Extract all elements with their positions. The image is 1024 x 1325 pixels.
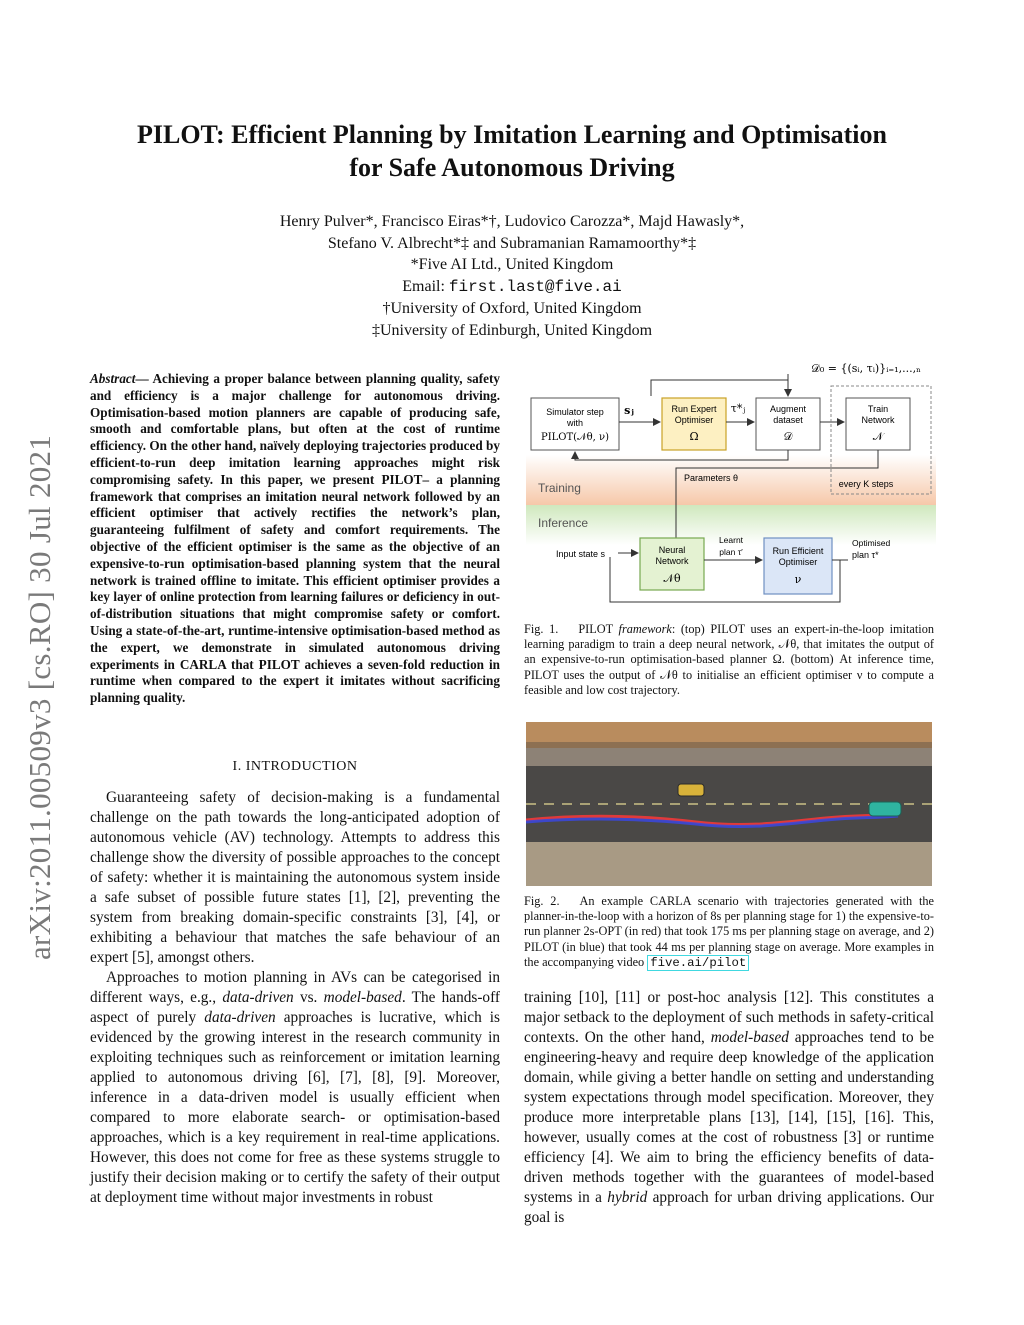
intro-right-paragraph — [524, 988, 934, 1228]
paper-title — [60, 118, 964, 184]
train-label-3: 𝒩 — [872, 430, 884, 443]
affiliation-edinburgh: ‡University of Edinburgh, United Kingdom — [371, 321, 653, 339]
nn-label-1: Neural — [658, 545, 686, 555]
figure-2-caption — [524, 894, 934, 971]
authors-line-1: Henry Pulver*, Francisco Eiras*†, Ludovico Carozza*, Majd Hawasly*, — [279, 213, 745, 230]
emphasis: model-based — [710, 1029, 789, 1046]
video-link[interactable]: five.ai/pilot — [647, 955, 749, 971]
title-line-2: for Safe Autonomous Driving — [349, 153, 675, 182]
expert-label-1: Run Expert — [671, 404, 717, 414]
intro-paragraph-2 — [90, 968, 500, 1208]
learnt-label-2: plan τ′ — [719, 547, 743, 557]
sj-label: sⱼ — [624, 404, 634, 417]
emphasis: data-driven — [222, 989, 294, 1006]
training-label: Training — [538, 481, 581, 495]
augment-label-1: Augment — [769, 404, 807, 414]
fig1-caption-a: PILOT — [578, 622, 619, 636]
text-run: vs. — [293, 989, 324, 1006]
text-run: approaches is lucrative, which is evidenced by the growing interest in the research community in exploiting techniques such as reinforcement or imitation learning applied to autonomous driving [6], [7], [8], [9]. Moreover, inference in a data-driven model is usually efficient when compared to more elaborate search- or optimisation-based approaches, which is a key requirement in real-time applications. However, this does not come for free as these systems struggle to justify their decision making or to certify the safety of their output at deployment time without major investments in robust — [90, 1009, 501, 1206]
affiliation-five-ai: *Five AI Ltd., United Kingdom — [410, 256, 614, 273]
affiliation-oxford: †University of Oxford, United Kingdom — [382, 300, 642, 317]
fig2-label: Fig. 2. — [524, 894, 560, 908]
input-state-label: Input state s — [556, 549, 606, 559]
figure-1-diagram — [526, 360, 936, 610]
train-label-2: Network — [861, 415, 895, 425]
abstract — [90, 371, 500, 707]
figure-2-carla-scene — [526, 722, 932, 886]
optimised-label-2: plan τ* — [852, 550, 879, 560]
sim-label-3: PILOT(𝒩θ, ν) — [540, 432, 610, 443]
dataset-label: 𝒟₀ = {(sᵢ, τᵢ)}ᵢ₌₁,...,ₙ — [811, 362, 921, 375]
email-label: Email: — [402, 277, 449, 295]
optimised-label-1: Optimised — [852, 538, 891, 548]
title-line-1: PILOT: Efficient Planning by Imitation Learning and Optimisation — [136, 120, 887, 149]
fig1-caption-em: framework — [618, 622, 672, 636]
fig2-caption-text: An example CARLA scenario with trajectories generated with the planner-in-the-loop with a horizon of 8s per planning stage for 1) the expensive-to-run planner 2s-OPT (in red) that took 175 ms per planning stage on average, and 2) PILOT (in blue) that took 44 ms per planning stage on average. More examples in the accompanying video — [524, 894, 934, 969]
nn-label-3: 𝒩θ — [663, 572, 681, 585]
building-arches — [526, 742, 932, 748]
figure-1-caption — [524, 622, 934, 698]
ego-car — [869, 802, 901, 816]
expert-label-3: Ω — [689, 430, 699, 443]
augment-label-3: 𝒟 — [783, 430, 793, 443]
abstract-lead: Abstract — [90, 371, 136, 386]
nn-label-2: Network — [655, 556, 689, 566]
sidewalk-top — [526, 748, 932, 766]
expert-label-2: Optimiser — [674, 415, 714, 425]
arch-base — [526, 742, 932, 748]
emphasis: model-based — [323, 989, 402, 1006]
sidewalk-bottom — [526, 842, 932, 886]
tau-star-j-label: τ*ⱼ — [730, 402, 746, 415]
parameters-label: Parameters θ — [683, 473, 739, 483]
arxiv-sidebar-id: arXiv:2011.00509v3 [cs.RO] 30 Jul 2021 — [22, 434, 57, 960]
abstract-text: — Achieving a proper balance between planning quality, safety and efficiency is a major challenge for autonomous driving. Optimisation-based motion planners are capable of producing safe, smooth and comfortable plans, but often at the cost of runtime efficiency. On the other hand, naïvely deploying trajectories produced by efficient-to-run deep imitation learning approaches might risk compromising safety. In this paper, we present PILOT– a planning framework that comprises an imitation neural network followed by an efficient optimiser that actively rectifies the network’s plan, guaranteeing fulfilment of safety and comfort requirements. The objective of the efficient optimiser is the same as the objective of an expensive-to-run optimisation-based planning system that the neural network is trained offline to imitate. This efficient optimiser provides a key layer of online protection from learning failures or deficiency in out-of-distribution situations that might compromise safety or comfort. Using a state-of-the-art, runtime-intensive optimisation-based method as the expert, we demonstrate in simulated autonomous driving experiments in CARLA that PILOT achieves a seven-fold reduction in runtime when compared to the expert it imitates without sacrificing planning quality. — [90, 371, 500, 706]
authors-line-2: Stefano V. Albrecht*‡ and Subramanian Ramamoorthy*‡ — [327, 234, 697, 252]
fig1-label: Fig. 1. — [524, 622, 559, 636]
intro-paragraph-1: Guaranteeing safety of decision-making is a fundamental challenge on the path towards the long-anticipated adoption of autonomous vehicle (AV) technology. Attempts to address this challenge show the diversity of possible approaches to the concept of safety: whether it is maintaining the autonomous system inside a safe subset of possible future states [1], [2], preventing the system from breaking domain-specific constraints [3], [4], or exhibiting a behaviour that matches the safe behaviour of an expert [5], amongst others. — [90, 789, 500, 966]
intro-left-column — [90, 788, 500, 1208]
eff-label-2: Optimiser — [778, 557, 818, 567]
email-line — [60, 276, 964, 299]
email-address[interactable]: first.last@five.ai — [448, 277, 622, 296]
text-run: Approaches to motion planning in AVs can be categorised in different ways, e.g., — [90, 969, 500, 1006]
every-k-label: every K steps — [838, 479, 894, 489]
text-run: . The hands-off aspect of purely — [90, 989, 500, 1026]
sim-label-2: with — [566, 418, 584, 428]
author-block — [60, 211, 964, 341]
sim-label-1: Simulator step — [546, 407, 604, 417]
train-label-1: Train — [867, 404, 889, 414]
augment-label-2: dataset — [773, 415, 803, 425]
emphasis: hybrid — [607, 1189, 648, 1206]
fig1-caption-b: : (top) PILOT uses an expert-in-the-loop imitation learning paradigm to train a deep neural network, 𝒩θ, that imitates the output of an expensive-to-run optimisation-based planner Ω. (bottom) At inference time, PILOT uses the output of 𝒩θ to initialise an efficient optimiser ν to compute a feasible and low cost trajectory. — [524, 622, 934, 697]
text-run: approach for urban driving applications. Our goal is — [524, 1189, 934, 1226]
emphasis: data-driven — [204, 1009, 276, 1026]
eff-label-3: ν — [794, 573, 802, 586]
text-run: training [10], [11] or post-hoc analysis [12]. This constitutes a major setback to the deployment of such methods in safety-critical contexts. On the other hand, — [524, 989, 934, 1046]
dataset-loop-line — [651, 374, 788, 396]
section-heading-introduction: I. INTRODUCTION — [232, 759, 358, 774]
intro-right-column — [524, 988, 934, 1228]
learnt-label-1: Learnt — [718, 535, 744, 545]
inference-label: Inference — [538, 516, 589, 530]
yellow-car — [678, 784, 704, 796]
text-run: approaches tend to be engineering-heavy and require deep knowledge of the application domain, while giving a better handle on setting and understanding system expectations through model specification. Moreover, they produce more interpretable plans [13], [14], [15], [16]. This, however, usually comes at the cost of robustness [3] or runtime efficiency [4]. We aim to bring the efficiency benefits of data-driven methods together with the guarantees of model-based systems in a — [524, 1029, 934, 1206]
eff-label-1: Run Efficient — [772, 546, 824, 556]
